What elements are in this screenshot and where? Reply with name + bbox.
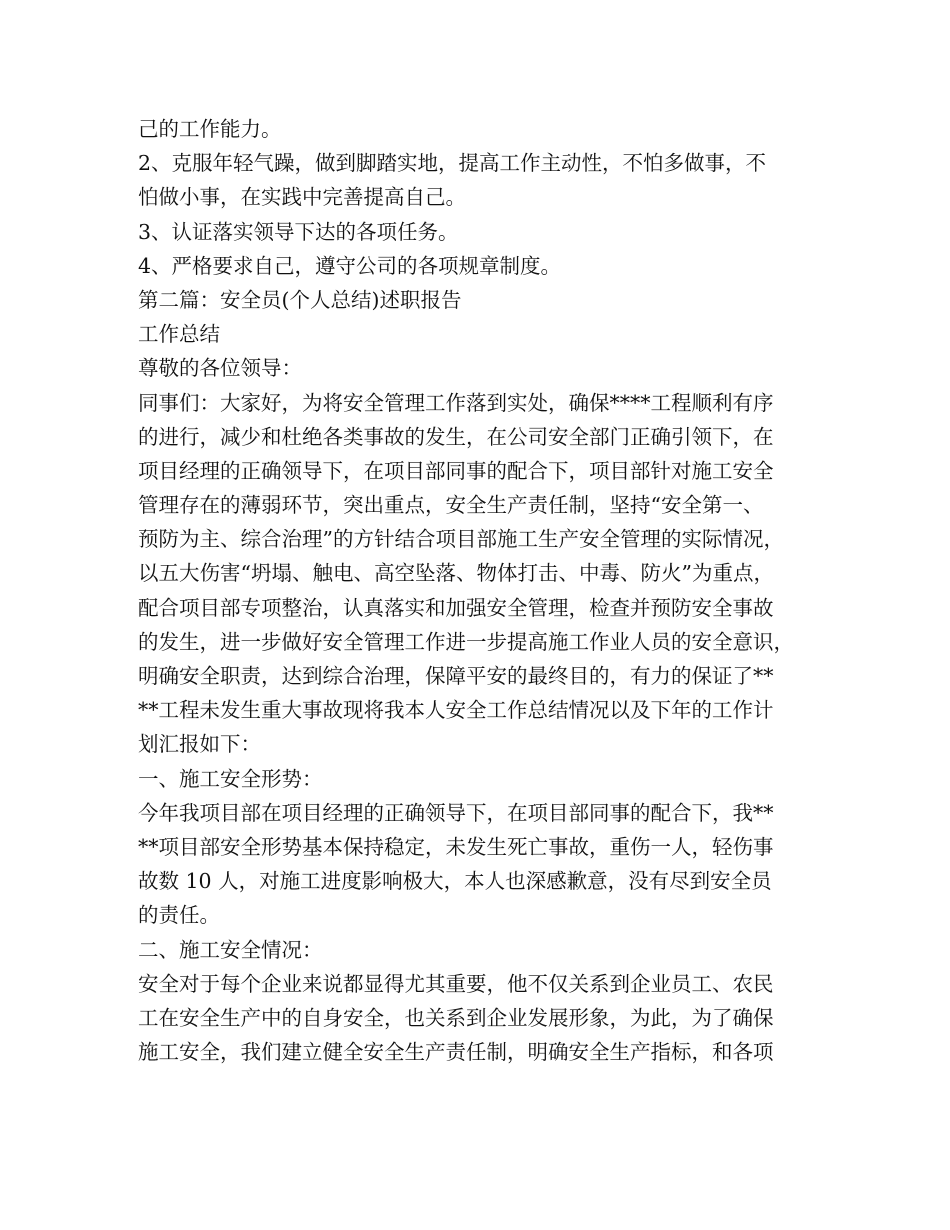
section-heading: 二、施工安全情况： xyxy=(138,937,323,962)
text-line: 3、认证落实领导下达的各项任务。 xyxy=(138,219,459,244)
text-line: 同事们：大家好，为将安全管理工作落到实处，确保****工程顺利有序 xyxy=(138,390,774,415)
text-line: **工程未发生重大事故现将我本人安全工作总结情况以及下年的工作计 xyxy=(138,698,774,723)
section-heading: 一、施工安全形势： xyxy=(138,766,323,791)
text-line: 施工安全，我们建立健全安全生产责任制，明确安全生产指标，和各项 xyxy=(138,1040,774,1065)
text-line: 怕做小事，在实践中完善提高自己。 xyxy=(138,185,466,210)
text-line: 配合项目部专项整治，认真落实和加强安全管理，检查并预防安全事故 xyxy=(138,595,774,620)
salutation: 尊敬的各位领导： xyxy=(138,356,302,381)
text-line: 工在安全生产中的自身安全，也关系到企业发展形象，为此，为了确保 xyxy=(138,1005,774,1030)
text-line: 以五大伤害“坍塌、触电、高空坠落、物体打击、中毒、防火”为重点， xyxy=(138,561,774,586)
text-line: 己的工作能力。 xyxy=(138,117,282,141)
document-body xyxy=(138,112,818,1069)
text-line: 故数 10 人，对施工进度影响极大，本人也深感歉意，没有尽到安全员 xyxy=(138,869,772,894)
text-line: **项目部安全形势基本保持稳定，未发生死亡事故，重伤一人，轻伤事 xyxy=(138,834,774,859)
subheading: 工作总结 xyxy=(138,322,220,347)
text-line: 4、严格要求自己，遵守公司的各项规章制度。 xyxy=(138,253,562,278)
text-line: 项目经理的正确领导下，在项目部同事的配合下，项目部针对施工安全 xyxy=(138,458,774,483)
text-line: 安全对于每个企业来说都显得尤其重要，他不仅关系到企业员工、农民 xyxy=(138,971,774,996)
text-line: 今年我项目部在项目经理的正确领导下，在项目部同事的配合下，我** xyxy=(138,800,774,825)
text-line: 管理存在的薄弱环节，突出重点，安全生产责任制，坚持“安全第一、 xyxy=(138,493,764,518)
text-line: 的责任。 xyxy=(138,903,220,928)
text-line: 预防为主、综合治理”的方针结合项目部施工生产安全管理的实际情况， xyxy=(138,527,784,552)
section-heading: 第二篇：安全员(个人总结)述职报告 xyxy=(138,287,462,312)
text-line: 2、克服年轻气躁，做到脚踏实地，提高工作主动性，不怕多做事，不 xyxy=(138,151,767,176)
text-line: 划汇报如下： xyxy=(138,732,261,757)
text-line: 的进行，减少和杜绝各类事故的发生，在公司安全部门正确引领下，在 xyxy=(138,424,774,449)
text-line: 明确安全职责，达到综合治理，保障平安的最终目的，有力的保证了** xyxy=(138,664,774,688)
text-line: 的发生，进一步做好安全管理工作进一步提高施工作业人员的安全意识， xyxy=(138,629,794,654)
